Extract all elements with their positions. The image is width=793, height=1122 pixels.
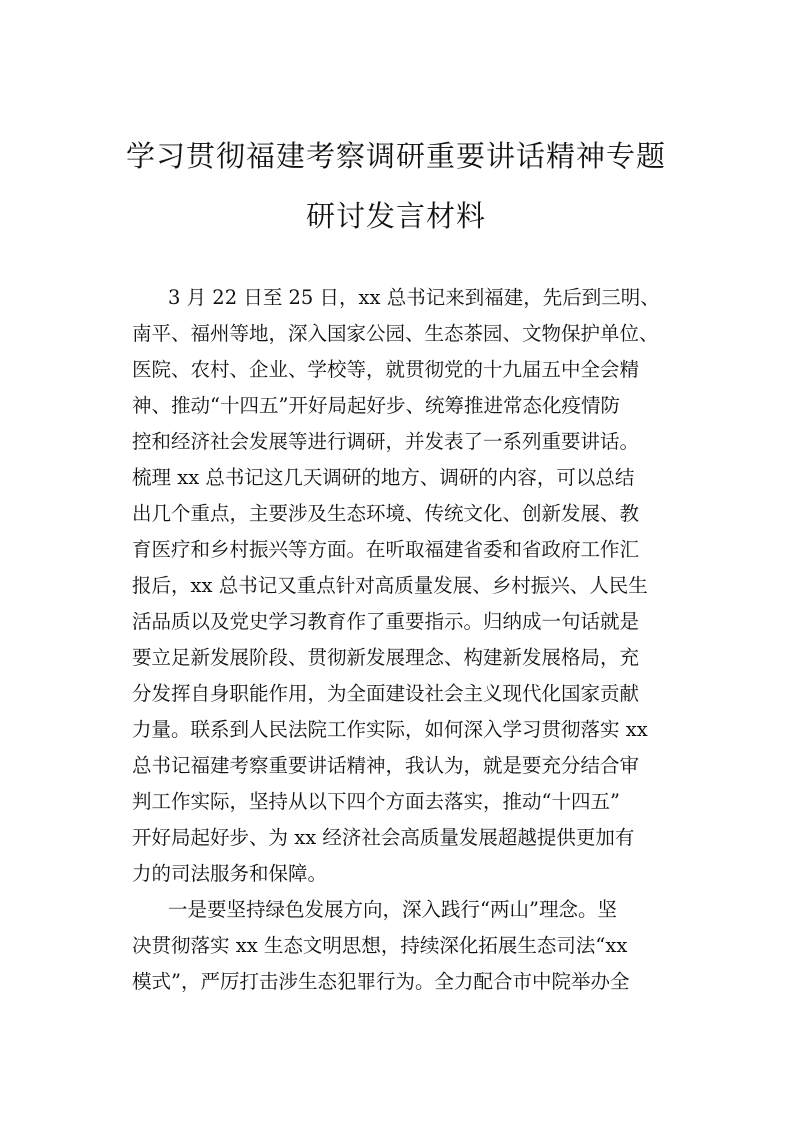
paragraph-line: 开好局起好步、为 xx 经济社会高质量发展超越提供更加有	[132, 826, 635, 849]
paragraph-line: 控和经济社会发展等进行调研，并发表了一系列重要讲话。	[132, 430, 640, 453]
paragraph-line: 3 月 22 日至 25 日，xx 总书记来到福建，先后到三明、	[168, 286, 660, 309]
paragraph-line: 出几个重点，主要涉及生态环境、传统文化、创新发展、教	[132, 502, 640, 525]
document-title-line-1: 学习贯彻福建考察调研重要讲话精神专题	[125, 139, 666, 173]
paragraph-line: 总书记福建考察重要讲话精神，我认为，就是要充分结合审	[132, 754, 640, 777]
paragraph-line: 决贯彻落实 xx 生态文明思想，持续深化拓展生态司法“xx	[132, 934, 628, 957]
document-title-line-2: 研讨发言材料	[305, 199, 486, 233]
paragraph-line: 活品质以及党史学习教育作了重要指示。归纳成一句话就是	[132, 610, 640, 633]
paragraph-line: 判工作实际，坚持从以下四个方面去落实，推动“十四五”	[132, 790, 620, 813]
paragraph-line: 模式”，严厉打击涉生态犯罪行为。全力配合市中院举办全	[132, 970, 630, 993]
paragraph-line: 南平、福州等地，深入国家公园、生态茶园、文物保护单位、	[132, 322, 659, 345]
paragraph-line: 力的司法服务和保障。	[132, 862, 328, 885]
paragraph-line: 一是要坚持绿色发展方向，深入践行“两山”理念。坚	[168, 898, 617, 921]
paragraph-line: 分发挥自身职能作用，为全面建设社会主义现代化国家贡献	[132, 682, 640, 705]
paragraph-line: 神、推动“十四五”开好局起好步、统筹推进常态化疫情防	[132, 394, 620, 417]
paragraph-line: 育医疗和乡村振兴等方面。在听取福建省委和省政府工作汇	[132, 538, 640, 561]
paragraph-line: 梳理 xx 总书记这几天调研的地方、调研的内容，可以总结	[132, 466, 635, 489]
paragraph-line: 报后，xx 总书记又重点针对高质量发展、乡村振兴、人民生	[132, 574, 648, 597]
paragraph-line: 力量。联系到人民法院工作实际，如何深入学习贯彻落实 xx	[132, 718, 648, 741]
paragraph-line: 医院、农村、企业、学校等，就贯彻党的十九届五中全会精	[132, 358, 640, 381]
paragraph-line: 要立足新发展阶段、贯彻新发展理念、构建新发展格局，充	[132, 646, 640, 669]
